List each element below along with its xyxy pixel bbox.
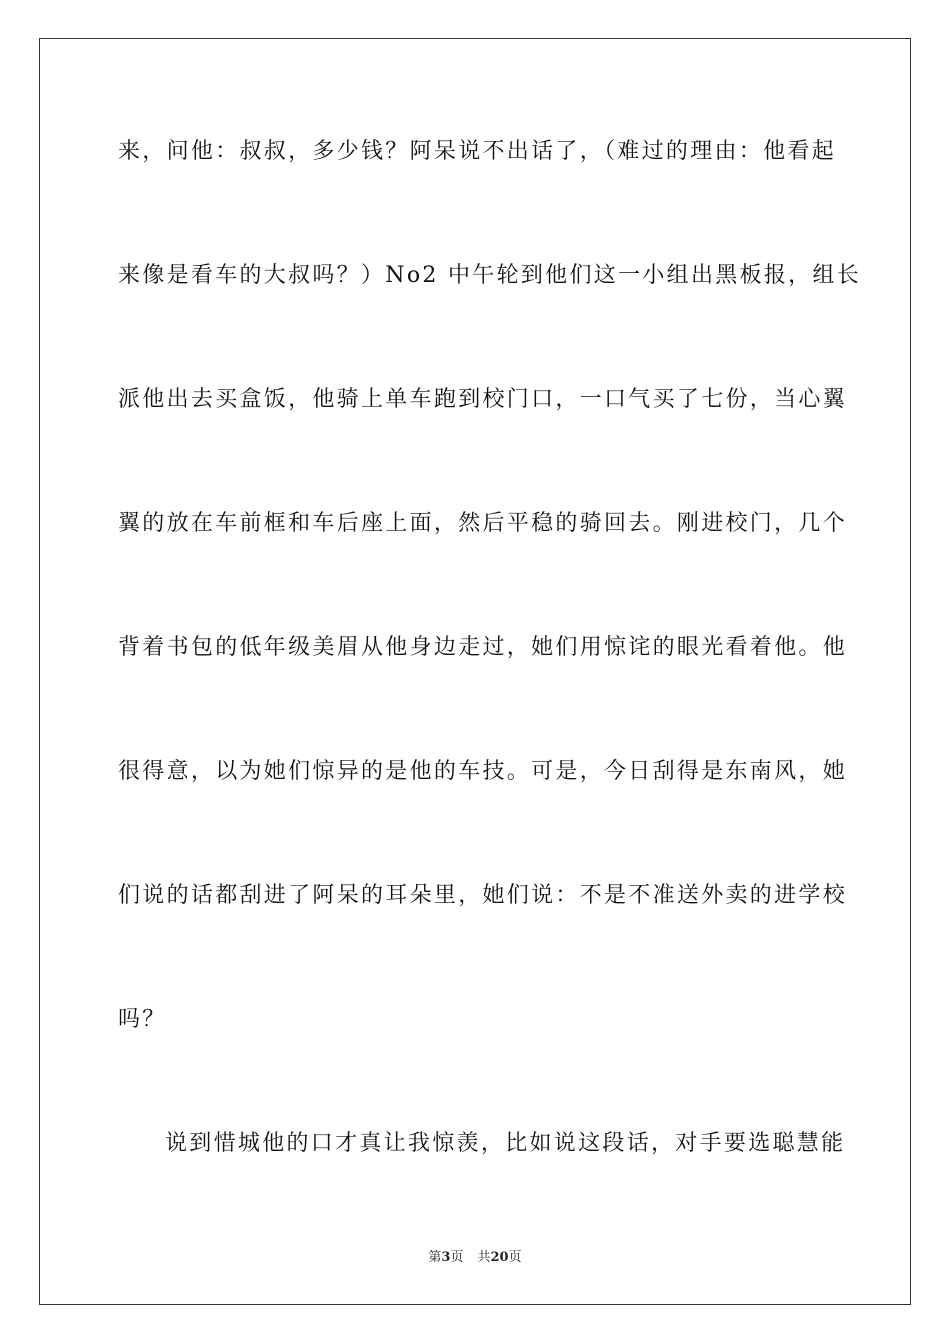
text-line-5: 背着书包的低年级美眉从他身边走过，她们用惊诧的眼光看着他。他: [118, 635, 848, 660]
page-footer: [0, 1249, 950, 1267]
total-prefix: 共: [477, 1250, 491, 1265]
page-border: [39, 38, 911, 1305]
text-line-3: 派他出去买盒饭，他骑上单车跑到校门口，一口气买了七份，当心翼: [118, 387, 848, 412]
page-suffix: 页: [450, 1250, 464, 1265]
text-line-4: 翼的放在车前框和车后座上面，然后平稳的骑回去。刚进校门，几个: [118, 511, 848, 536]
text-line-2: 来像是看车的大叔吗？）No2 中午轮到他们这一小组出黑板报，组长: [118, 263, 862, 288]
text-line-1: 来，问他：叔叔，多少钱？阿呆说不出话了，（难过的理由：他看起: [118, 139, 837, 164]
total-pages: 20: [490, 1250, 509, 1265]
text-line-7: 们说的话都刮进了阿呆的耳朵里，她们说：不是不准送外卖的进学校: [118, 883, 848, 908]
text-line-8: 吗？: [118, 1007, 167, 1032]
text-line-6: 很得意，以为她们惊异的是他的车技。可是，今日刮得是东南风，她: [118, 759, 848, 784]
total-suffix: 页: [508, 1250, 522, 1265]
page-number: 3: [441, 1250, 451, 1265]
paragraph-start-line: 说到惜城他的口才真让我惊羡，比如说这段话，对手要选聪慧能: [165, 1131, 846, 1156]
page-prefix: 第: [428, 1250, 442, 1265]
